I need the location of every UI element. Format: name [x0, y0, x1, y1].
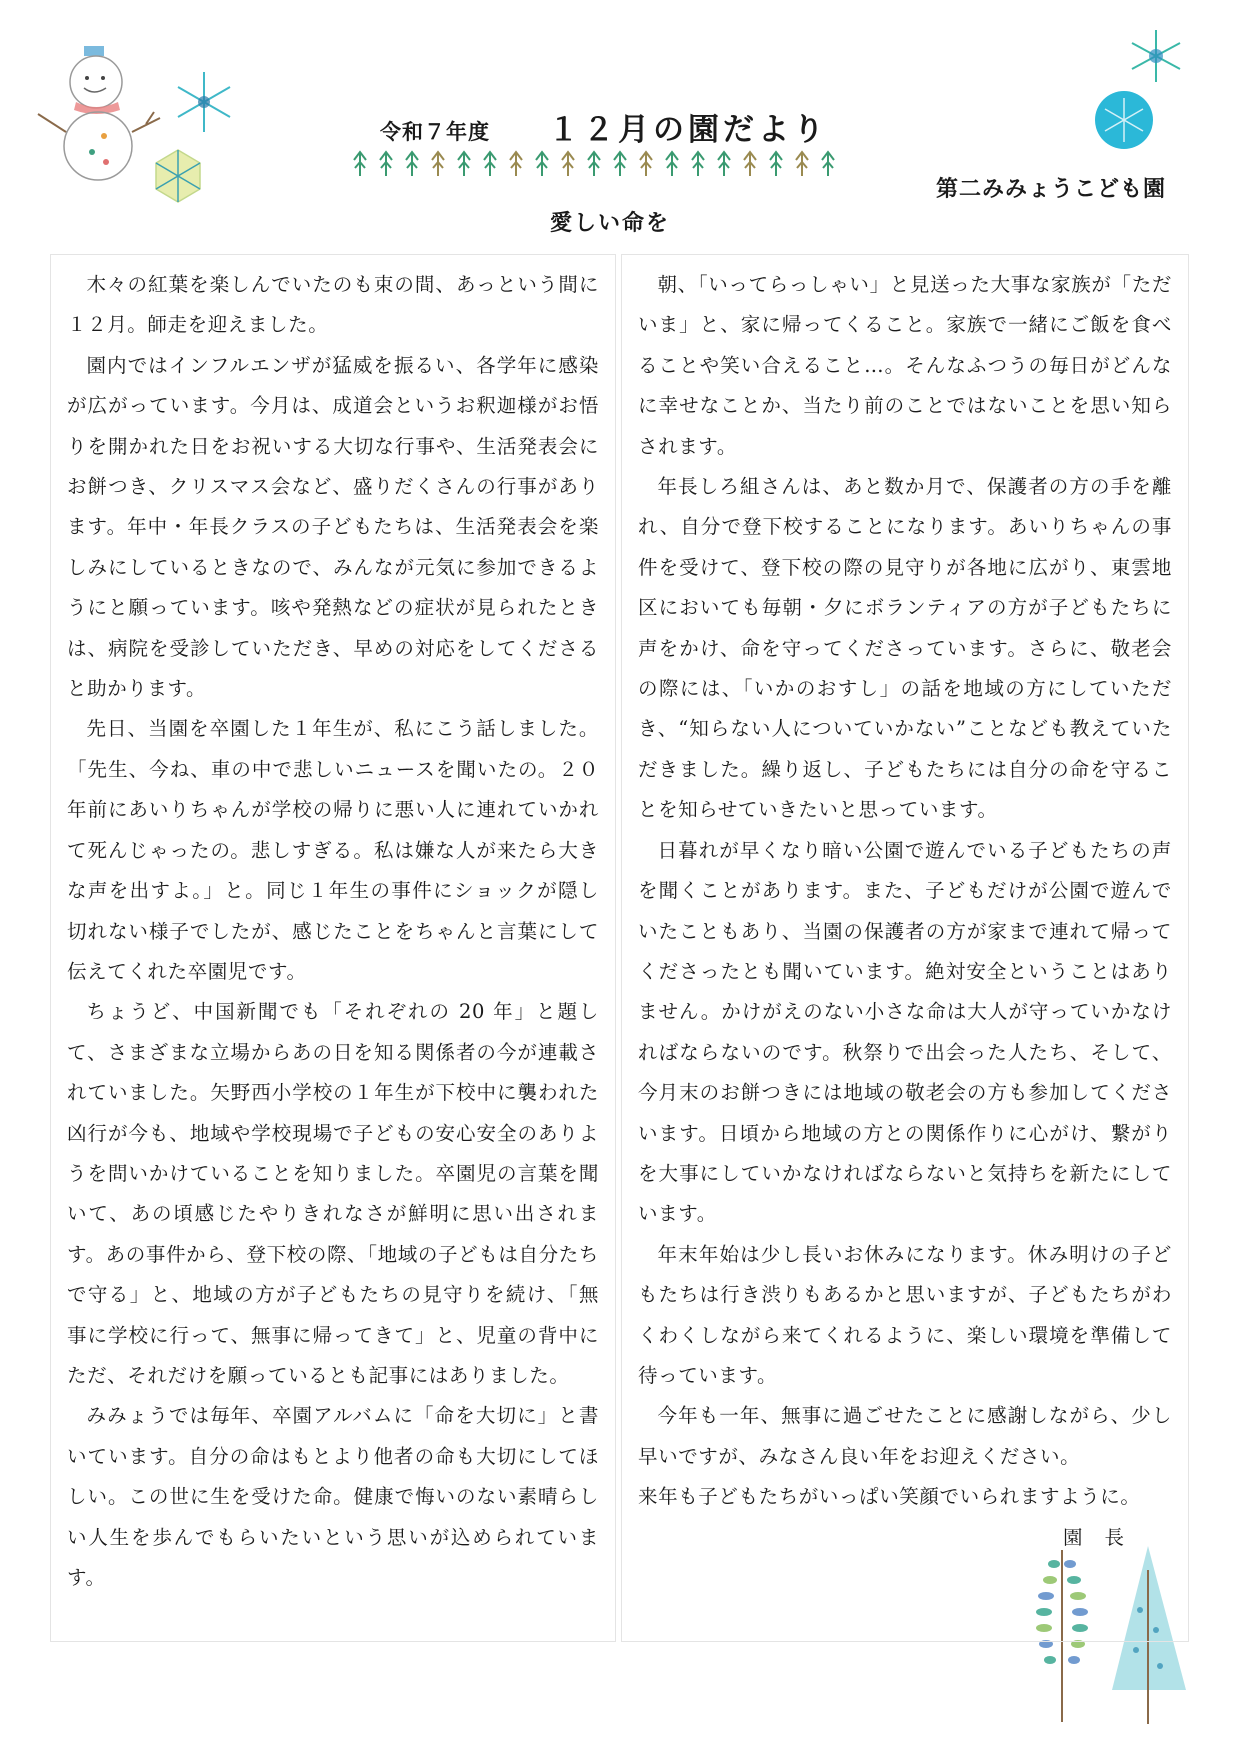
- snowflake-icon: [148, 146, 208, 206]
- snowflake-icon: [172, 70, 236, 134]
- paragraph: 今年も一年、無事に過ごせたことに感謝しながら、少し早いですが、みなさん良い年をお迎えください。: [638, 1404, 1172, 1468]
- paragraph: 年末年始は少し長いお休みになります。休み明けの子どもたちは行き渋りもあるかと思いますが、子どもたちがわくわくしながら来てくれるように、楽しい環境を準備して待っています。: [638, 1242, 1172, 1387]
- school-name: 第二みみょうこども園: [935, 177, 1166, 202]
- closing-line: 来年も子どもたちがいっぱい笑顔でいられますように。: [638, 1485, 1141, 1509]
- paragraph: 木々の紅葉を楽しんでいたのも束の間、あっという間に１２月。師走を迎えました。: [67, 273, 599, 337]
- right-column: [621, 254, 1189, 1642]
- paragraph: みみょうでは毎年、卒園アルバムに「命を大切に」と書いています。自分の命はもとより他者の命も大切にしてほしい。この世に生を受けた命。健康で悔いのない素晴らしい人生を歩んでもらいたいという思いが込められています。: [67, 1404, 599, 1589]
- tree-row-decoration: [350, 148, 850, 178]
- fiscal-year-label: 令和７年度: [380, 120, 490, 144]
- snowflake-icon: [1128, 28, 1184, 84]
- newsletter-title: １２月の園だより: [548, 112, 828, 148]
- paragraph: 年長しろ組さんは、あと数か月で、保護者の方の手を離れ、自分で登下校することになります。あいりちゃんの事件を受けて、登下校の際の見守りが各地に広がり、東雲地区においても毎朝・夕にボランティアの方が子どもたちに声をかけ、命を守ってくださっています。さらに、敬老会の際には、「いかのおすし」の話を地域の方にしていただき、“知らない人についていかない”ことなども教えていただきました。繰り返し、子どもたちには自分の命を守ることを知らせていきたいと思っています。: [638, 475, 1172, 822]
- left-column: [50, 254, 616, 1642]
- paragraph: 日暮れが早くなり暗い公園で遊んでいる子どもたちの声を聞くことがあります。また、子どもだけが公園で遊んでいたこともあり、当園の保護者の方が家まで連れて帰ってくださったとも聞いています。絶対安全ということはありません。かけがえのない小さな命は大人が守っていかなければならないのです。秋祭りで出会った人たち、そして、今月末のお餅つきには地域の敬老会の方も参加してくださいます。日頃から地域の方との関係作りに心がけ、繋がりを大事にしていかなければならないと気持ちを新たにしています。: [638, 838, 1172, 1226]
- snowflake-circle-icon: [1092, 88, 1156, 152]
- paragraph: ちょうど、中国新聞でも「それぞれの 20 年」と題して、さまざまな立場からあの日を知る関係者の今が連載されていました。矢野西小学校の１年生が下校中に襲われた凶行が今も、地域や学校現場で子どもの安心安全のありようを問いかけていることを知りました。卒園児の言葉を聞いて、あの頃感じたやりきれなさが鮮明に思い出されます。あの事件から、登下校の際、「地域の子どもは自分たちで守る」と、地域の方が子どもたちの見守りを続け、「無事に学校に行って、無事に帰ってきて」と、児童の背中にただ、それだけを願っているとも記事にはありました。: [67, 1000, 599, 1387]
- signature: 園長: [1062, 1525, 1146, 1549]
- paragraph: 朝、「いってらっしゃい」と見送った大事な家族が「ただいま」と、家に帰ってくること。家族で一緒にご飯を食べることや笑い合えること…。そんなふつうの毎日がどんなに幸せなことか、当たり前のことではないことを思い知らされます。: [638, 273, 1172, 458]
- paragraph: 園内ではインフルエンザが猛威を振るい、各学年に感染が広がっています。今月は、成道会というお釈迦様がお悟りを開かれた日をお祝いする大切な行事や、生活発表会にお餅つき、クリスマス会など、盛りだくさんの行事があります。年中・年長クラスの子どもたちは、生活発表会を楽しみにしているときなので、みんなが元気に参加できるようにと願っています。咳や発熱などの症状が見られたときは、病院を受診していただき、早めの対応をしてくださると助かります。: [67, 353, 599, 701]
- article-theme: 愛しい命を: [550, 211, 671, 236]
- paragraph: 先日、当園を卒園した１年生が、私にこう話しました。「先生、今ね、車の中で悲しいニュースを聞いたの。２０年前にあいりちゃんが学校の帰りに悪い人に連れていかれて死んじゃったの。悲しすぎる。私は嫌な人が来たら大きな声を出すよ。」と。同じ１年生の事件にショックが隠し切れない様子でしたが、感じたことをちゃんと言葉にして伝えてくれた卒園児です。: [67, 717, 599, 983]
- snowman-illustration: [36, 44, 166, 184]
